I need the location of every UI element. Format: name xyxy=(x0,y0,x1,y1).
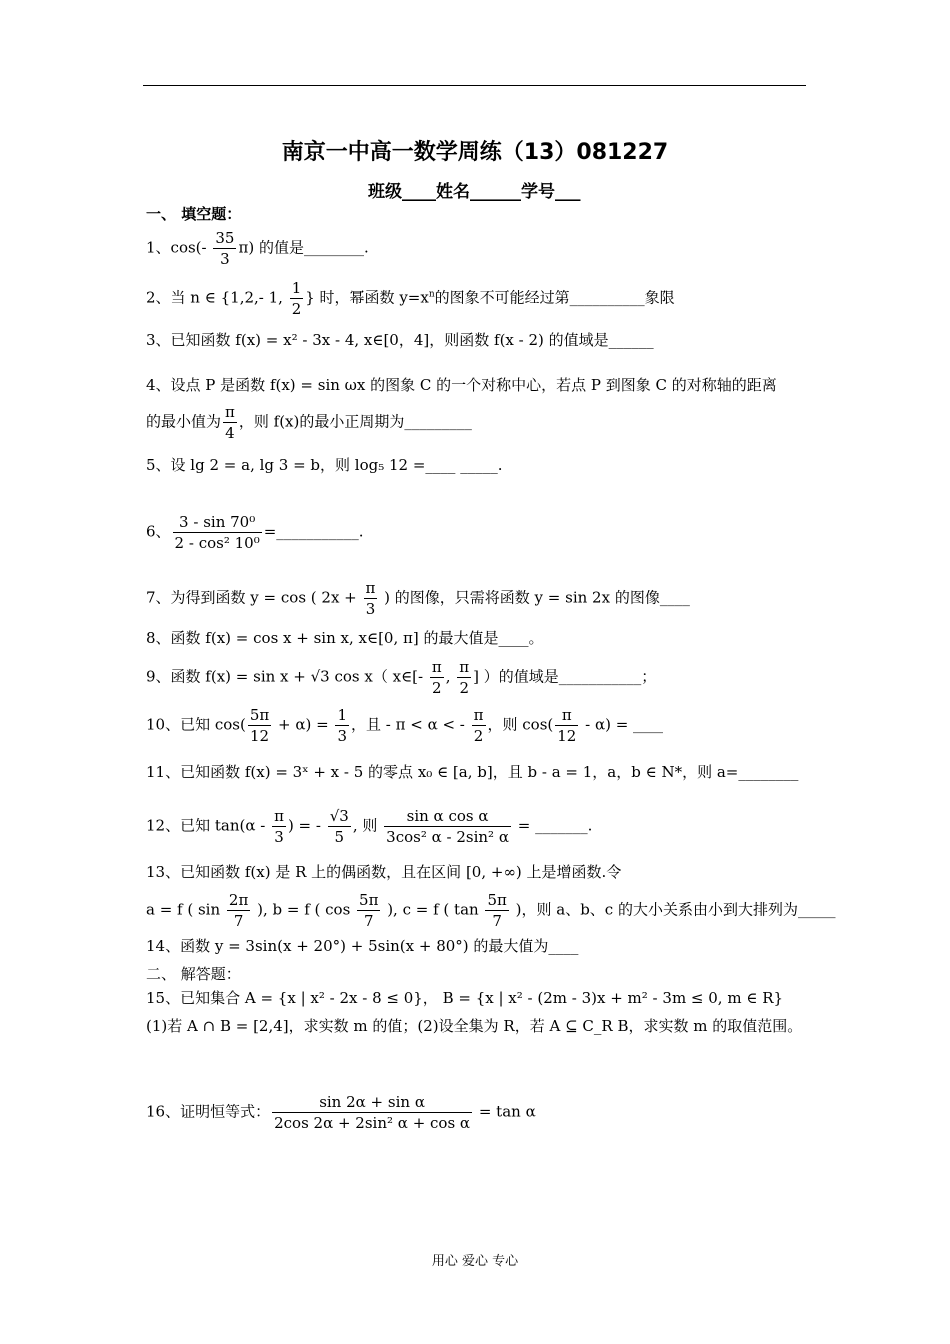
q7-text-a: 7、为得到函数 y = cos ( 2x + xyxy=(146,588,362,607)
question-7 xyxy=(146,578,808,619)
q12-text-c: , 则 xyxy=(352,816,383,835)
question-15-line1: 15、已知集合 A = {x | x² - 2x - 8 ≤ 0}， B = {x | x² - (2m - 3)x + m² - 3m ≤ 0, m ∈ R} xyxy=(146,989,784,1007)
q13-num-1: 2π xyxy=(228,891,249,909)
q12-den-3: 3cos² α - 2sin² α xyxy=(386,828,509,846)
q12-num-2: √3 xyxy=(329,807,349,825)
q10-den-3: 2 xyxy=(473,727,484,745)
question-16 xyxy=(146,1092,808,1133)
q6-num: 3 - sin 70⁰ xyxy=(173,512,262,533)
question-11: 11、已知函数 f(x) = 3ˣ + x - 5 的零点 x₀ ∈ [a, b]，且 b - a = 1，a，b ∈ N*，则 a=________ xyxy=(146,763,799,781)
section-solve: 二、 解答题： xyxy=(146,965,241,983)
q2-text-b: } 时，幂函数 y=x xyxy=(305,288,429,307)
q16-den: 2cos 2α + 2sin² α + cos α xyxy=(274,1114,471,1132)
q16-num: sin 2α + sin α xyxy=(272,1092,472,1113)
q10-den-2: 3 xyxy=(337,727,347,745)
q4-num: π xyxy=(225,403,235,421)
q7-text-b: ) 的图像，只需将函数 y = sin 2x 的图像____ xyxy=(379,588,690,607)
question-5: 5、设 lg 2 = a, lg 3 = b，则 log₅ 12 =____ _____. xyxy=(146,456,503,474)
q10-text-e: - α) = ____ xyxy=(580,715,664,734)
q1-fraction xyxy=(213,228,236,269)
question-9 xyxy=(146,657,808,698)
question-13-line1: 13、已知函数 f(x) 是 R 上的偶函数，且在区间 [0, +∞) 上是增函数.令 xyxy=(146,863,622,881)
q9-text-a: 9、函数 f(x) = sin x + √3 cos x（ x∈[- xyxy=(146,667,428,686)
q4-den: 4 xyxy=(225,424,235,442)
q13-den-2: 7 xyxy=(363,912,374,930)
q1-text-b: π) 的值是________. xyxy=(238,238,369,257)
q10-text-d: ，则 cos( xyxy=(487,715,554,734)
q13-fraction-2 xyxy=(357,890,380,931)
q9-num-1: π xyxy=(431,658,442,676)
q2-sup: n xyxy=(428,289,435,300)
q9-fraction-2 xyxy=(457,657,471,698)
q2-text-c: 的图象不可能经过第__________象限 xyxy=(434,288,675,307)
question-4-line1: 4、设点 P 是函数 f(x) = sin ωx 的图象 C 的一个对称中心，若点 P 到图象 C 的对称轴的距离 xyxy=(146,376,777,394)
q16-fraction xyxy=(272,1092,472,1133)
student-info-line: 班级____姓名______学号___ xyxy=(368,182,581,202)
question-4-line2 xyxy=(146,402,808,443)
q1-text-a: 1、cos(- xyxy=(146,238,212,257)
q4-text-b: ，则 f(x)的最小正周期为_________ xyxy=(238,412,472,431)
q2-text-a: 2、当 n ∈ {1,2,- 1, xyxy=(146,288,288,307)
q4-fraction xyxy=(223,402,237,443)
page-footer: 用心 爱心 专心 xyxy=(431,1254,519,1269)
q12-fraction-2 xyxy=(328,806,351,847)
q2-den: 2 xyxy=(291,300,302,318)
q7-num: π xyxy=(365,579,376,597)
q2-fraction xyxy=(290,278,304,319)
q10-num-4: π xyxy=(555,705,578,726)
q9-text-b: ] ）的值域是___________； xyxy=(473,667,657,686)
q12-text-d: = _______. xyxy=(512,816,593,835)
q12-fraction-1 xyxy=(272,806,286,847)
q9-den-1: 2 xyxy=(432,679,442,697)
q12-den-2: 5 xyxy=(334,828,345,846)
q6-fraction xyxy=(173,512,262,553)
section-fill-in: 一、 填空题： xyxy=(146,205,242,223)
question-10 xyxy=(146,705,808,746)
q10-num-3: π xyxy=(473,706,484,724)
q13-num-2: 5π xyxy=(359,891,379,909)
q6-text-a: 6、 xyxy=(146,522,171,541)
q13-fraction-1 xyxy=(227,890,250,931)
question-3: 3、已知函数 f(x) = x² - 3x - 4, x∈[0，4]，则函数 f(x - 2) 的值域是______ xyxy=(146,331,654,349)
q7-den: 3 xyxy=(365,600,376,618)
q10-text-c: ，且 - π < α < - xyxy=(351,715,470,734)
q6-text-b: =___________. xyxy=(263,522,364,541)
q13-text-c: ), c = f ( tan xyxy=(382,900,484,919)
q10-text-b: + α) = xyxy=(273,715,334,734)
q9-num-2: π xyxy=(459,658,470,676)
page-title: 南京一中高一数学周练（13）081227 xyxy=(281,140,669,165)
q12-den-1: 3 xyxy=(274,828,284,846)
q4-text-a: 的最小值为 xyxy=(146,412,222,431)
q2-num: 1 xyxy=(291,279,302,297)
q6-den: 2 - cos² 10⁰ xyxy=(174,534,260,552)
q13-fraction-3 xyxy=(485,890,508,931)
q10-text-a: 10、已知 cos( xyxy=(146,715,246,734)
q10-den-4: 12 xyxy=(557,727,577,745)
question-15-line2: (1)若 A ∩ B = [2,4]，求实数 m 的值；(2)设全集为 R，若 A ⊆ C_R B，求实数 m 的取值范围。 xyxy=(146,1017,803,1035)
q13-text-a: a = f ( sin xyxy=(146,900,225,919)
q10-den-1: 12 xyxy=(250,727,270,745)
question-6 xyxy=(146,512,808,553)
q10-fraction-1 xyxy=(248,705,271,746)
question-12 xyxy=(146,806,808,847)
q12-text-b: ) = - xyxy=(287,816,326,835)
q10-fraction-4 xyxy=(555,705,578,746)
q10-num-2: 1 xyxy=(337,706,347,724)
question-13-line2 xyxy=(146,890,836,931)
q1-den: 3 xyxy=(220,250,230,268)
question-2 xyxy=(146,278,808,319)
question-1 xyxy=(146,228,808,269)
q13-text-b: ), b = f ( cos xyxy=(252,900,356,919)
q16-text-a: 16、证明恒等式： xyxy=(146,1102,271,1121)
q13-num-3: 5π xyxy=(487,891,507,909)
q13-den-3: 7 xyxy=(492,912,502,930)
q13-den-1: 7 xyxy=(233,912,244,930)
question-8: 8、函数 f(x) = cos x + sin x, x∈[0, π] 的最大值是____。 xyxy=(146,629,544,647)
header-rule xyxy=(143,85,806,86)
q12-num-3: sin α cos α xyxy=(384,806,511,827)
q16-text-b: = tan α xyxy=(474,1102,536,1121)
q9-fraction-1 xyxy=(430,657,444,698)
q12-num-1: π xyxy=(274,807,284,825)
q1-num: 35 xyxy=(215,229,235,247)
q7-fraction xyxy=(364,578,378,619)
q9-comma: , xyxy=(445,667,456,686)
q10-fraction-2 xyxy=(335,705,349,746)
q9-den-2: 2 xyxy=(459,679,469,697)
q10-fraction-3 xyxy=(472,705,486,746)
q13-text-d: )，则 a、b、c 的大小关系由小到大排列为_____ xyxy=(510,900,836,919)
question-14: 14、函数 y = 3sin(x + 20°) + 5sin(x + 80°) 的最大值为____ xyxy=(146,937,579,955)
q12-text-a: 12、已知 tan(α - xyxy=(146,816,271,835)
q12-fraction-3 xyxy=(384,806,511,847)
q10-num-1: 5π xyxy=(249,706,270,724)
